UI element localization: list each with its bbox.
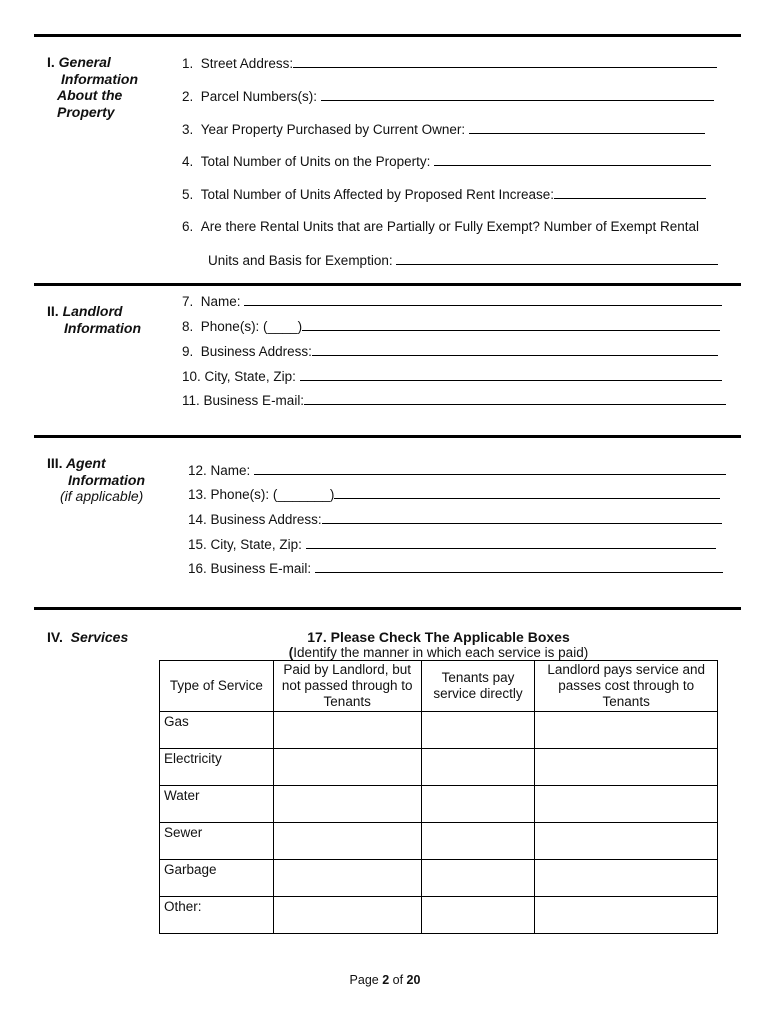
- item-label: City, State, Zip:: [204, 369, 300, 384]
- form-line-street-address: [182, 55, 717, 72]
- form-line-units-affected: [182, 186, 706, 203]
- page-total: 20: [406, 973, 421, 987]
- section-title-line: General: [58, 54, 111, 70]
- item-number: 6.: [182, 219, 194, 234]
- item-label: Total Number of Units on the Property:: [200, 154, 435, 169]
- section-numeral: II.: [47, 303, 59, 319]
- item-number: 7.: [182, 294, 194, 309]
- section-title-line: Information: [64, 319, 141, 336]
- item-label: Name:: [200, 294, 245, 309]
- item-label: Are there Rental Units that are Partially or Fully Exempt? Number of Exempt Rental: [200, 219, 699, 234]
- checkbox-cell[interactable]: [421, 897, 535, 934]
- item-number: 15.: [188, 537, 207, 552]
- form-line-year-purchased: [182, 121, 705, 138]
- item-number: 1.: [182, 56, 194, 71]
- checkbox-cell[interactable]: [273, 823, 421, 860]
- parcel-numbers-field[interactable]: [321, 88, 714, 101]
- section-numeral: I.: [47, 54, 55, 70]
- section-3-title: [47, 455, 145, 505]
- section-numeral: III.: [47, 455, 63, 471]
- page-of: of: [389, 973, 407, 987]
- service-type-cell: Other:: [160, 897, 274, 934]
- form-line-landlord-address: [182, 343, 718, 360]
- column-header: Type of Service: [160, 661, 274, 712]
- item-label: Business E-mail:: [210, 561, 315, 576]
- service-type-cell: Electricity: [160, 749, 274, 786]
- form-line-exempt-basis: [208, 252, 718, 269]
- page-prefix: Page: [349, 973, 383, 987]
- item-number: 16.: [188, 561, 207, 576]
- checkbox-cell[interactable]: [421, 712, 535, 749]
- section-title-line: Agent: [65, 455, 106, 471]
- checkbox-cell[interactable]: [273, 897, 421, 934]
- form-line-landlord-phone: [182, 318, 720, 335]
- landlord-email-field[interactable]: [304, 392, 726, 405]
- item-number: 12.: [188, 463, 207, 478]
- section-2-title: [47, 303, 141, 336]
- checkbox-cell[interactable]: [273, 786, 421, 823]
- form-line-agent-city: [188, 536, 716, 553]
- subheading-paren: (: [288, 645, 294, 660]
- item-label: Business Address:: [210, 512, 322, 527]
- table-row: [160, 749, 718, 786]
- section-title-line: About the: [57, 87, 123, 103]
- agent-phone-field[interactable]: [334, 486, 720, 499]
- item-number: 3.: [182, 122, 194, 137]
- service-type-cell: Garbage: [160, 860, 274, 897]
- item-number: 2.: [182, 89, 194, 104]
- item-label: Name:: [210, 463, 255, 478]
- form-line-agent-email: [188, 560, 723, 577]
- item-label: Business Address:: [200, 344, 312, 359]
- form-line-landlord-city: [182, 368, 722, 385]
- checkbox-cell[interactable]: [535, 712, 718, 749]
- agent-address-field[interactable]: [322, 511, 722, 524]
- units-affected-field[interactable]: [554, 186, 706, 199]
- item-label: Business E-mail:: [203, 393, 305, 408]
- total-units-field[interactable]: [434, 153, 711, 166]
- item-label: Phone(s): (_______): [210, 487, 335, 502]
- service-type-cell: Gas: [160, 712, 274, 749]
- item-number: 9.: [182, 344, 194, 359]
- checkbox-cell[interactable]: [421, 860, 535, 897]
- table-row: [160, 860, 718, 897]
- checkbox-cell[interactable]: [535, 860, 718, 897]
- column-header: Landlord pays service and passes cost through to Tenants: [535, 661, 718, 712]
- item-label: Total Number of Units Affected by Proposed Rent Increase:: [200, 187, 554, 202]
- item-number: 8.: [182, 319, 194, 334]
- item-number: 5.: [182, 187, 194, 202]
- landlord-name-field[interactable]: [244, 293, 722, 306]
- column-header: Paid by Landlord, but not passed through to Tenants: [273, 661, 421, 712]
- form-line-agent-phone: [188, 486, 720, 503]
- form-line-landlord-email: [182, 392, 726, 409]
- table-row: [160, 897, 718, 934]
- checkbox-cell[interactable]: [535, 786, 718, 823]
- service-type-cell: Water: [160, 786, 274, 823]
- form-line-agent-name: [188, 462, 726, 479]
- section-divider: [34, 435, 741, 438]
- section-title-line: Information: [68, 471, 145, 488]
- checkbox-cell[interactable]: [421, 823, 535, 860]
- item-label: Year Property Purchased by Current Owner:: [200, 122, 469, 137]
- form-line-total-units: [182, 153, 711, 170]
- page-number: [0, 973, 770, 987]
- section-title-line: Landlord: [62, 303, 123, 319]
- year-purchased-field[interactable]: [469, 121, 705, 134]
- checkbox-cell[interactable]: [421, 749, 535, 786]
- item-number: 4.: [182, 154, 194, 169]
- item-label: Street Address:: [200, 56, 294, 71]
- item-number: 14.: [188, 512, 207, 527]
- page-current: 2: [382, 973, 390, 987]
- form-line-agent-address: [188, 511, 722, 528]
- form-line-landlord-name: [182, 293, 722, 310]
- checkbox-cell[interactable]: [535, 897, 718, 934]
- street-address-field[interactable]: [293, 55, 717, 68]
- item-label: Units and Basis for Exemption:: [208, 253, 397, 268]
- table-row: [160, 786, 718, 823]
- table-row: [160, 712, 718, 749]
- checkbox-cell[interactable]: [273, 712, 421, 749]
- item-number: 13.: [188, 487, 207, 502]
- section-divider: [34, 34, 741, 37]
- subheading-text: Identify the manner in which each service is paid): [293, 645, 589, 660]
- agent-email-field[interactable]: [315, 560, 723, 573]
- item-label: Phone(s): (____): [200, 319, 303, 334]
- services-subheading: [159, 645, 718, 660]
- section-divider: [34, 607, 741, 610]
- landlord-address-field[interactable]: [312, 343, 718, 356]
- checkbox-cell[interactable]: [421, 786, 535, 823]
- table-header-row: [160, 661, 718, 712]
- section-1-title: [47, 54, 138, 120]
- agent-city-field[interactable]: [306, 536, 716, 549]
- section-numeral: IV.: [47, 629, 63, 645]
- checkbox-cell[interactable]: [273, 749, 421, 786]
- checkbox-cell[interactable]: [535, 749, 718, 786]
- item-label: City, State, Zip:: [210, 537, 306, 552]
- exempt-units-field[interactable]: [396, 252, 718, 265]
- services-table: [159, 660, 718, 934]
- section-title-line: Information: [61, 70, 138, 87]
- form-line-exempt-units: [182, 219, 699, 235]
- service-type-cell: Sewer: [160, 823, 274, 860]
- section-divider: [34, 283, 741, 286]
- section-title-line: Property: [57, 103, 115, 120]
- item-label: Parcel Numbers(s):: [200, 89, 321, 104]
- agent-name-field[interactable]: [254, 462, 726, 475]
- item-number: 11.: [182, 393, 200, 408]
- services-heading: 17. Please Check The Applicable Boxes: [307, 629, 570, 645]
- section-4-title: [47, 629, 128, 646]
- section-title-line: Services: [70, 629, 129, 645]
- landlord-phone-field[interactable]: [302, 318, 720, 331]
- section-subtitle: (if applicable): [60, 488, 144, 504]
- checkbox-cell[interactable]: [535, 823, 718, 860]
- form-line-parcel-numbers: [182, 88, 714, 105]
- item-number: 10.: [182, 369, 201, 384]
- column-header: Tenants pay service directly: [421, 661, 535, 712]
- table-row: [160, 823, 718, 860]
- landlord-city-field[interactable]: [300, 368, 722, 381]
- checkbox-cell[interactable]: [273, 860, 421, 897]
